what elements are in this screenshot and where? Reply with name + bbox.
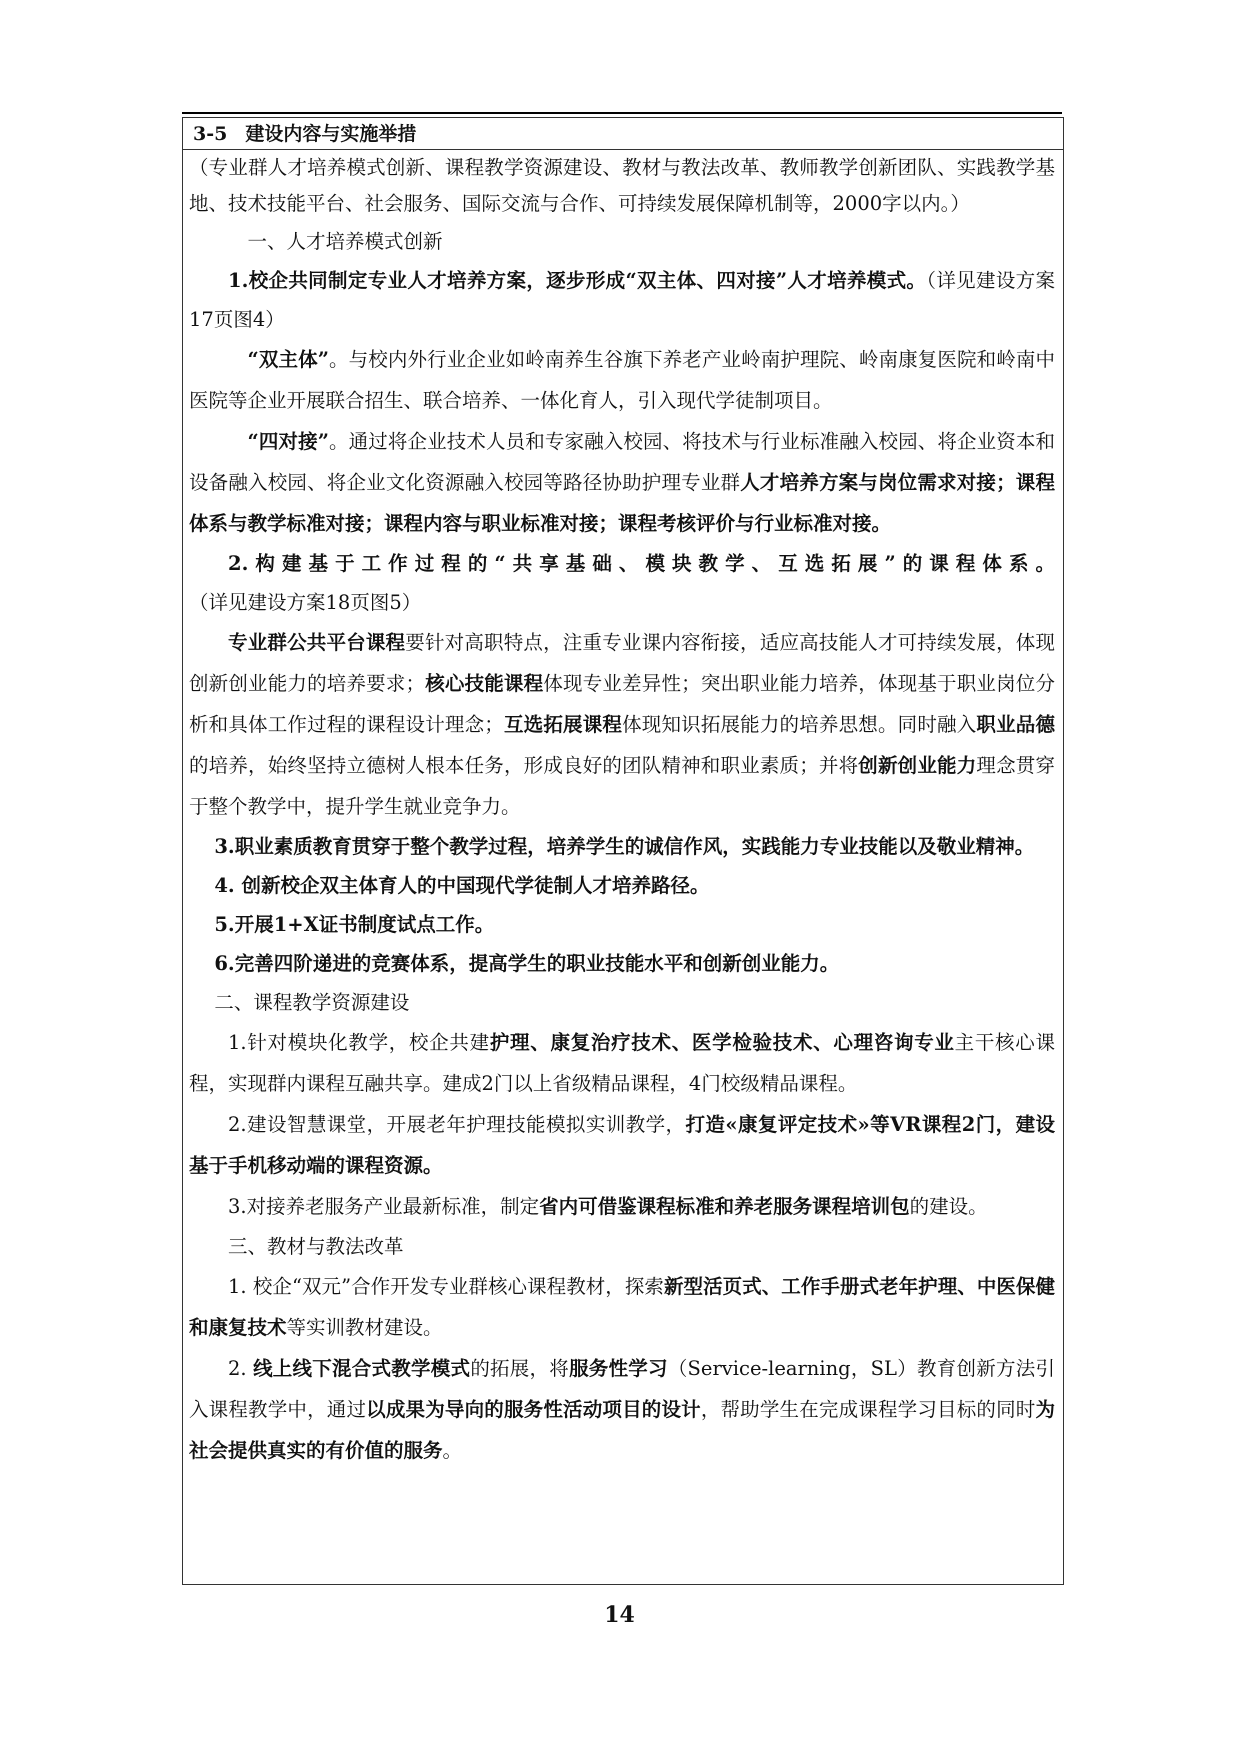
instruction-note: （专业群人才培养模式创新、课程教学资源建设、教材与教法改革、教师教学创新团队、实践教学基地、技术技能平台、社会服务、国际交流与合作、可持续发展保障机制等，2000字以内。） [189, 156, 1055, 215]
para-four-docking: “四对接”。通过将企业技术人员和专家融入校园、将技术与行业标准融入校园、将企业资本和设备融入校园、将企业文化资源融入校园等路径协助护理专业群人才培养方案与岗位需求对接；课程体系与教学标准对接；课程内容与职业标准对接；课程考核评价与行业标准对接。 [189, 430, 1055, 535]
para-course-system: 专业群公共平台课程要针对高职特点，注重专业课内容衔接，适应高技能人才可持续发展，体现创新创业能力的培养要求；核心技能课程体现专业差异性；突出职业能力培养，体现基于职业岗位分析和具体工作过程的课程设计理念；互选拓展课程体现知识拓展能力的培养思想。同时融入职业品德的培养，始终坚持立德树人根本任务，形成良好的团队精神和职业素质；并将创新创业能力理念贯穿于整个教学中，提升学生就业竞争力。 [189, 631, 1055, 818]
section-title: 建设内容与实施举措 [245, 123, 417, 145]
para-3-2: 2. 线上线下混合式教学模式的拓展，将服务性学习（Service-learning，SL）教育创新方法引入课程教学中，通过以成果为导向的服务性活动项目的设计，帮助学生在完成课程学习目标的同时为社会提供真实的有价值的服务。 [189, 1357, 1055, 1462]
para-1-2: 2.构建基于工作过程的“共享基础、模块教学、互选拓展”的课程体系。（详见建设方案18页图5） [189, 552, 1055, 614]
heading-teaching-reform: 三、教材与教法改革 [228, 1235, 404, 1258]
para-1-6: 6.完善四阶递进的竞赛体系，提高学生的职业技能水平和创新创业能力。 [214, 952, 840, 975]
section-number: 3-5 [193, 123, 228, 145]
page-number: 14 [604, 1602, 635, 1628]
para-1-3: 3.职业素质教育贯穿于整个教学过程，培养学生的诚信作风，实践能力专业技能以及敬业精神。 [214, 835, 1035, 858]
para-1-1: 1.校企共同制定专业人才培养方案，逐步形成“双主体、四对接”人才培养模式。（详见建设方案17页图4） [189, 269, 1055, 331]
para-dual-subject: “双主体”。与校内外行业企业如岭南养生谷旗下养老产业岭南护理院、岭南康复医院和岭南中医院等企业开展联合招生、联合培养、一体化育人，引入现代学徒制项目。 [189, 348, 1055, 412]
para-1-4: 4. 创新校企双主体育人的中国现代学徒制人才培养路径。 [214, 874, 710, 897]
para-2-2: 2.建设智慧课堂，开展老年护理技能模拟实训教学，打造«康复评定技术»等VR课程2门，建设基于手机移动端的课程资源。 [189, 1113, 1055, 1177]
heading-course-resources: 二、课程教学资源建设 [214, 991, 410, 1014]
para-3-1: 1. 校企“双元”合作开发专业群核心课程教材，探索新型活页式、工作手册式老年护理、中医保健和康复技术等实训教材建设。 [189, 1275, 1055, 1339]
para-2-3: 3.对接养老服务产业最新标准，制定省内可借鉴课程标准和养老服务课程培训包的建设。 [228, 1195, 988, 1218]
section-header [183, 118, 1063, 150]
para-1-5: 5.开展1+X证书制度试点工作。 [214, 913, 495, 936]
section-body [183, 150, 1063, 1471]
top-rule [182, 112, 1062, 114]
content-table [182, 117, 1064, 1585]
heading-talent-model: 一、人才培养模式创新 [247, 230, 443, 253]
para-2-1: 1.针对模块化教学，校企共建护理、康复治疗技术、医学检验技术、心理咨询专业主干核心课程，实现群内课程互融共享。建成2门以上省级精品课程，4门校级精品课程。 [189, 1031, 1055, 1095]
